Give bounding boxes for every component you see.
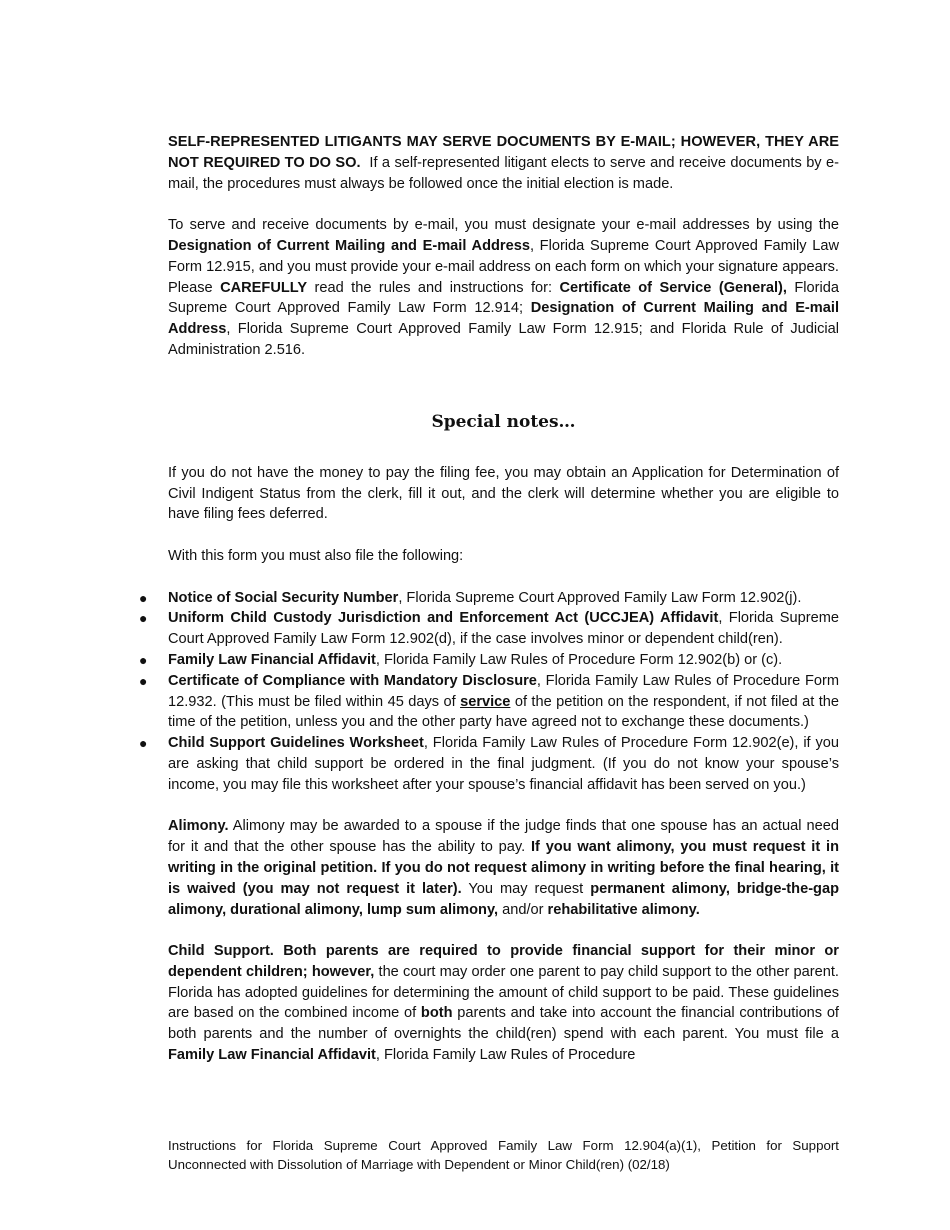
alimony-text-3: and/or [498,901,548,918]
alimony-paragraph [168,816,839,920]
child-support-text-1: the court may order one parent to pay child support to the other parent. Florida has adopted guidelines for determining the amount of child support to be paid. These guidelines are based on the combined income of [168,963,839,1022]
list-item [139,608,839,650]
list-item [139,588,839,609]
email-bold-4: Designation of Current Mailing and E-mail Address [168,300,839,338]
document-body [139,132,840,1066]
also-file-paragraph: With this form you must also file the following: [168,547,464,564]
indigent-paragraph: If you do not have the money to pay the filing fee, you may obtain an Application for Determination of Civil Indigent Status from the clerk, fill it out, and the clerk will determine whether you are eligible to have filing fees deferred. [168,464,839,523]
intro-paragraph [168,132,839,194]
list-item-text: , Florida Family Law Rules of Procedure Form 12.932. (This must be filed within 45 days of [168,672,839,710]
page-footer: Instructions for Florida Supreme Court Approved Family Law Form 12.904(a)(1), Petition for Support Unconnected with Dissolution of Marriage with Dependent or Minor Child(ren) (02/18) [168,1138,839,1172]
email-text-2: , Florida Supreme Court Approved Family Law Form 12.915, and you must provide your e-mail address on each form on which your signature appears. Please [168,237,839,296]
email-bold-2: CAREFULLY [220,279,308,296]
email-text-1: To serve and receive documents by e-mail, you must designate your e-mail addresses by using the [168,217,839,234]
bullet-icon: ● [139,651,148,668]
service-term: service [460,693,511,710]
list-item-title: Family Law Financial Affidavit [168,651,376,668]
alimony-text-2: You may request [461,880,591,897]
alimony-bold-3: permanent alimony, bridge-the-gap alimony, durational alimony, lump sum alimony, [168,880,839,918]
list-item [139,650,839,671]
email-text-5: , Florida Supreme Court Approved Family Law Form 12.915; and Florida Rule of Judicial Administration 2.516. [168,321,839,358]
bullet-icon: ● [139,610,148,627]
list-item-text: , Florida Supreme Court Approved Family Law Form 12.902(d), if the case involves minor or dependent child(ren). [168,610,839,648]
child-support-bold-3: Family Law Financial Affidavit [168,1047,376,1064]
child-support-text-2: parents and take into account the financial contributions of both parents and the number of overnights the child(ren) spend with each parent. You must file a [168,1005,839,1043]
email-bold-3: Certificate of Service (General), [559,279,787,296]
intro-text: If a self-represented litigant elects to serve and receive documents by e-mail, the procedures must always be followed once the initial election is made. [168,154,840,192]
required-forms-list [139,588,839,796]
list-item-title: Child Support Guidelines Worksheet [168,735,424,752]
bullet-icon: ● [139,735,148,752]
email-text-3: read the rules and instructions for: [307,279,560,296]
child-support-text-3: , Florida Family Law Rules of Procedure [375,1047,636,1064]
intro-bold-heading: SELF-REPRESENTED LITIGANTS MAY SERVE DOCUMENTS BY E-MAIL; HOWEVER, THEY ARE NOT REQUIRED TO DO SO. [168,134,839,171]
list-item-title: Notice of Social Security Number [168,589,399,606]
bullet-icon: ● [139,672,148,689]
email-bold-1: Designation of Current Mailing and E-mail Address [168,237,530,254]
alimony-text-1: Alimony may be awarded to a spouse if the judge finds that one spouse has an actual need for it and that the other spouse has the ability to pay. [168,818,839,856]
alimony-bold-4: rehabilitative alimony. [547,901,700,918]
special-notes-heading: Special notes… [431,411,576,432]
list-item-title: Certificate of Compliance with Mandatory Disclosure [168,672,537,689]
list-item [139,671,839,733]
list-item-text-2: of the petition on the respondent, if not filed at the time of the petition, unless you and the other party have agreed not to exchange these documents.) [168,693,839,731]
list-item [139,733,839,795]
alimony-heading: Alimony. [168,818,229,835]
child-support-heading: Child Support. Both parents are required to provide financial support for their minor or dependent children; however, [168,943,839,980]
list-item-text: , Florida Supreme Court Approved Family Law Form 12.902(j). [398,589,802,606]
bullet-icon: ● [139,589,148,606]
child-support-bold-2: both [420,1005,453,1022]
email-text-4: Florida Supreme Court Approved Family Law Form 12.914; [168,279,839,317]
list-item-text: , Florida Family Law Rules of Procedure Form 12.902(e), if you are asking that child support be ordered in the final judgment. (If you do not know your spouse’s income, you may file this worksheet after your spouse’s financial affidavit has been served on you.) [168,735,839,793]
list-item-text: , Florida Family Law Rules of Procedure Form 12.902(b) or (c). [375,651,783,668]
alimony-bold-2: If you want alimony, you must request it in writing in the original petition. If you do not request alimony in writing before the final hearing, it is waived (you may not request it later). [168,839,839,897]
email-paragraph [168,215,839,361]
child-support-paragraph [168,941,839,1066]
list-item-title: Uniform Child Custody Jurisdiction and Enforcement Act (UCCJEA) Affidavit [168,610,719,627]
